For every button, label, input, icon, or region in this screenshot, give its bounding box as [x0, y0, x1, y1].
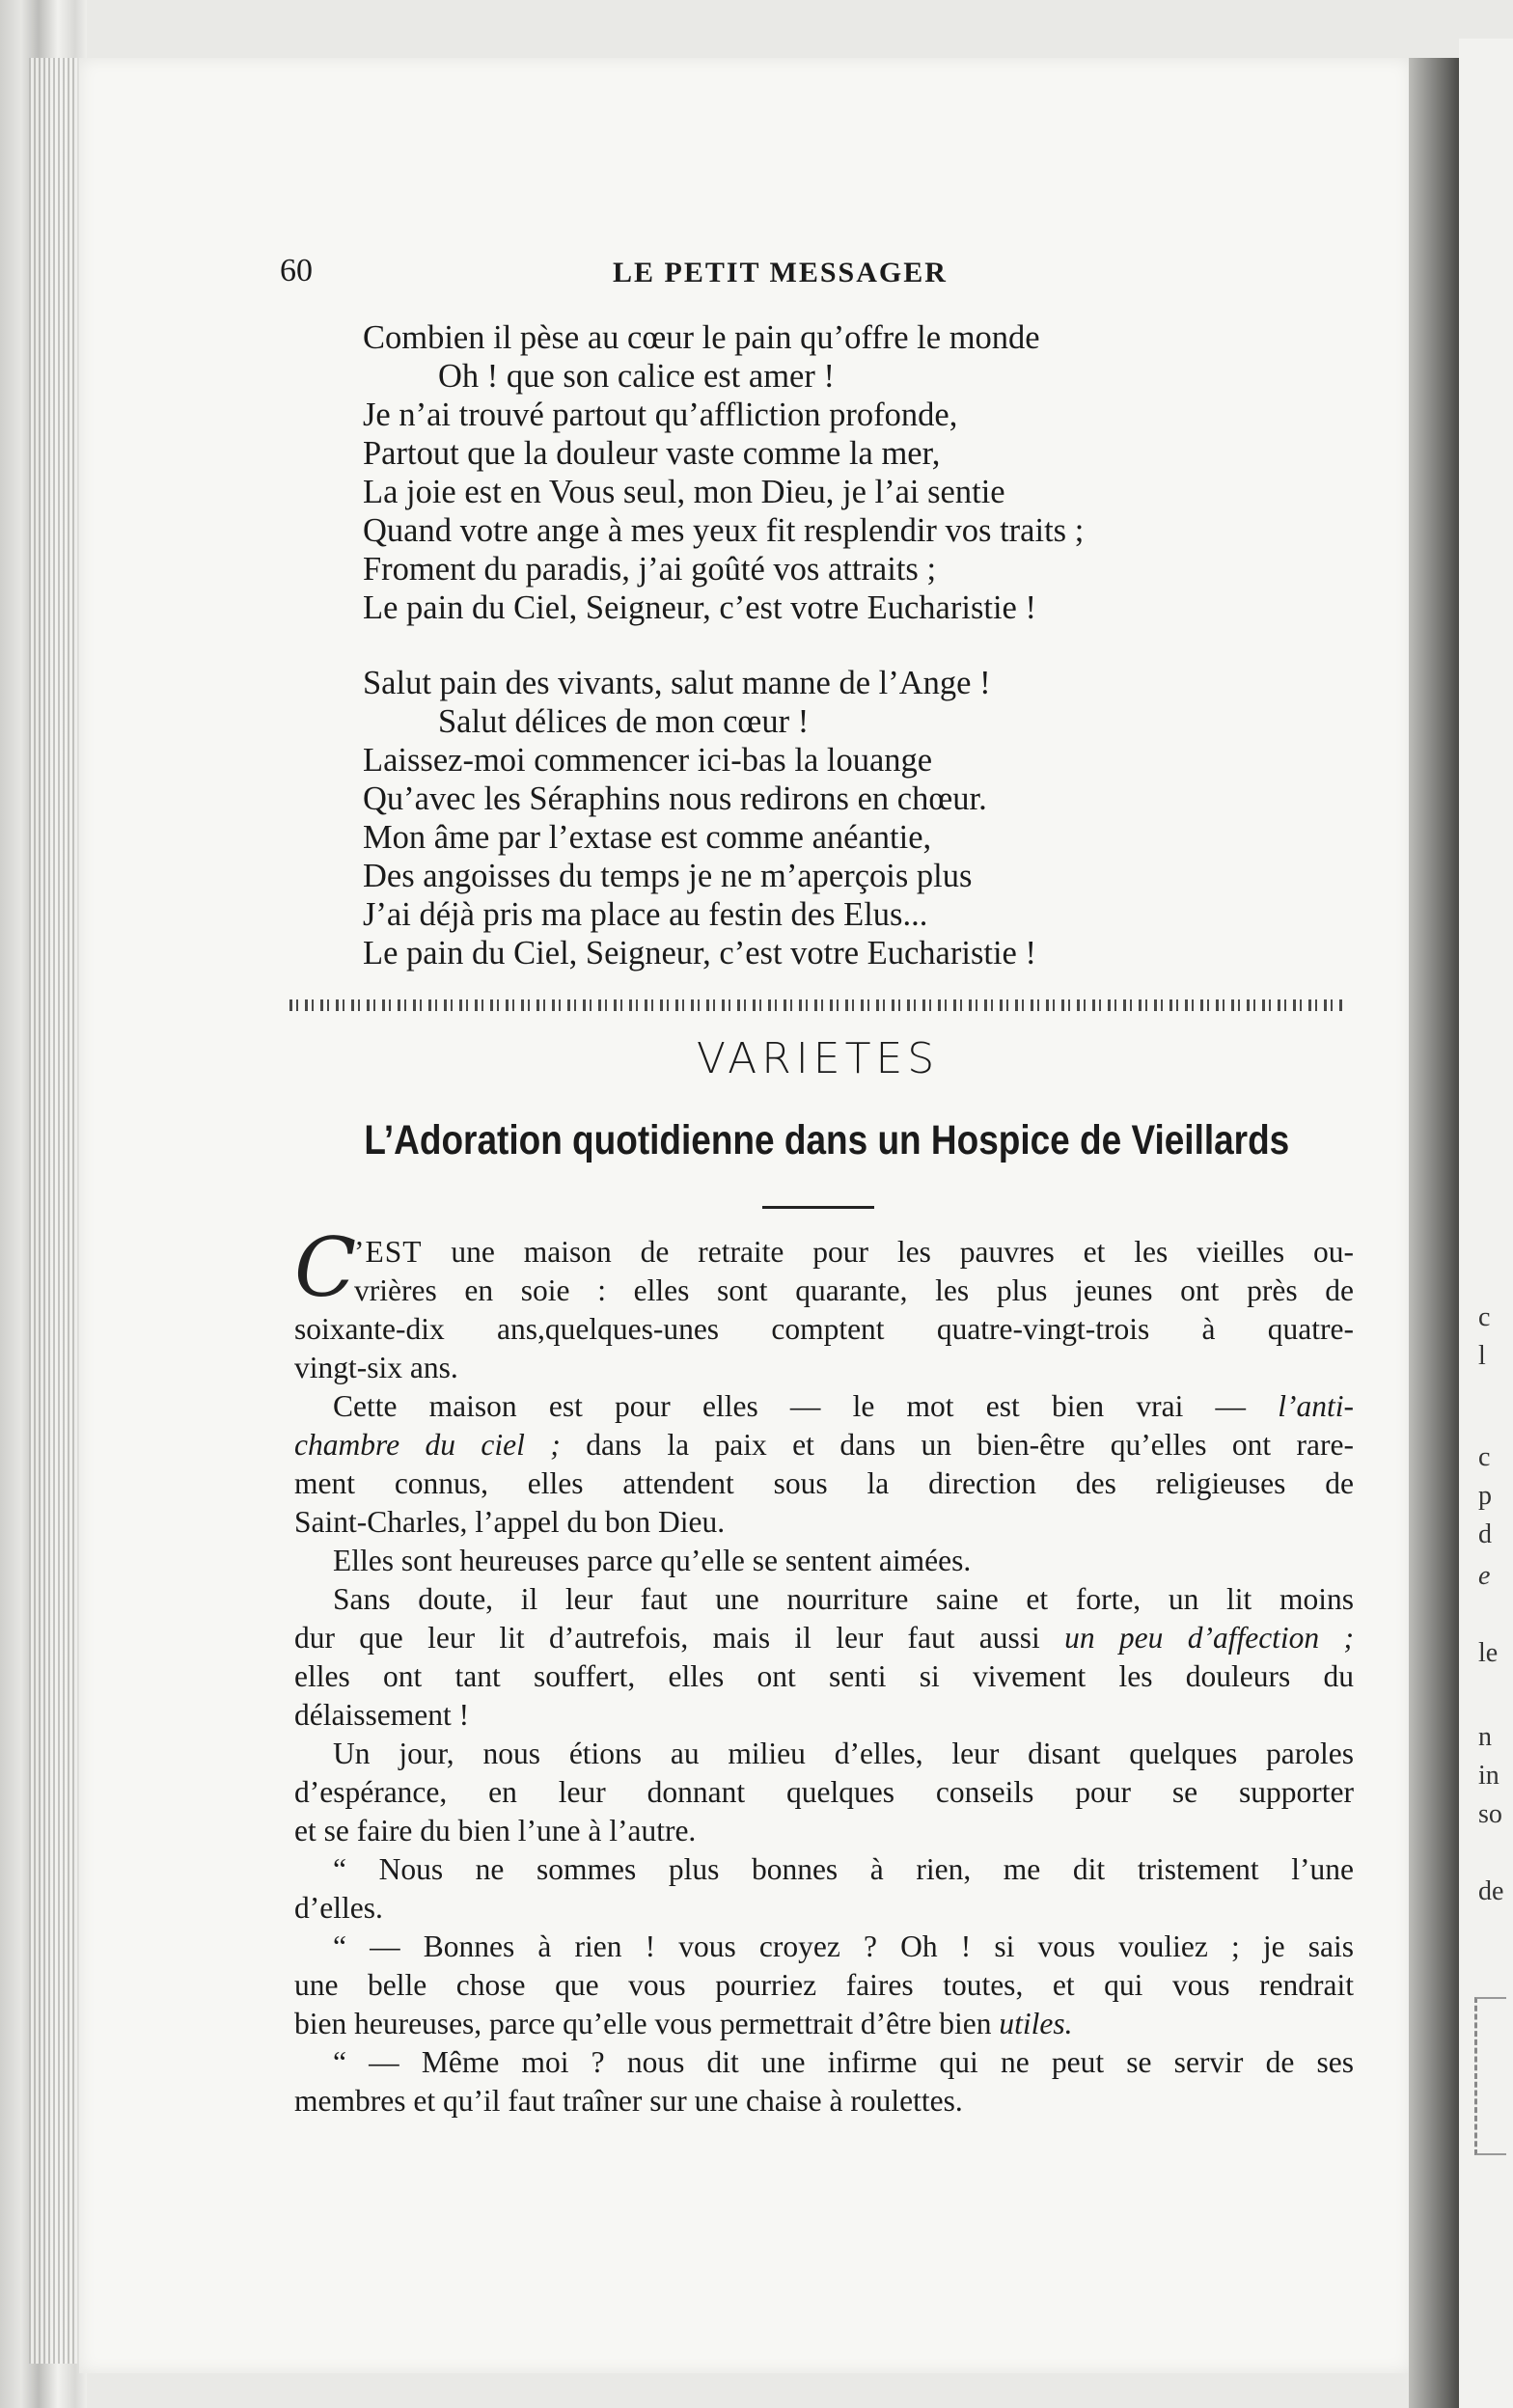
poem-line: Mon âme par l’extase est comme anéantie, [363, 819, 932, 856]
poem-line: Combien il pèse au cœur le pain qu’offre le monde [363, 319, 1040, 356]
text-line: “ — Bonnes à rien ! vous croyez ? Oh ! si vous vouliez ; je sais [333, 1929, 1354, 1963]
text-line [294, 1619, 1354, 1657]
next-page-fragment: in [1478, 1761, 1499, 1791]
next-page-ornament [1474, 1997, 1506, 2155]
text-line: une belle chose que vous pourriez faires toutes, et qui vous rendrait [294, 1968, 1354, 2002]
next-page-fragment: n [1478, 1722, 1492, 1752]
text-line: d’elles. [294, 1891, 383, 1925]
small-caps-word: ’EST [354, 1235, 423, 1269]
poem-line: Salut pain des vivants, salut manne de l’Ange ! [363, 665, 991, 701]
running-title: LE PETIT MESSAGER [613, 257, 948, 288]
text-line: soixante-dix ans,quelques-unes comptent quatre-vingt-trois à quatre- [294, 1312, 1354, 1346]
text-line: vingt-six ans. [294, 1351, 458, 1384]
text-line: Un jour, nous étions au milieu d’elles, leur disant quelques paroles [333, 1737, 1354, 1770]
poem-line: Qu’avec les Séraphins nous redirons en chœur. [363, 780, 987, 817]
text-line: délaissement ! [294, 1698, 470, 1732]
poem-line: Partout que la douleur vaste comme la mer, [363, 435, 941, 472]
text-line: membres et qu’il faut traîner sur une chaise à roulettes. [294, 2084, 963, 2118]
text-line: “ Nous ne sommes plus bonnes à rien, me dit tristement l’une [333, 1852, 1354, 1886]
text-line: Sans doute, il leur faut une nourriture saine et forte, un lit moins [333, 1582, 1354, 1616]
text-span: dur que leur lit d’autrefois, mais il leur faut aussi [294, 1621, 1065, 1655]
next-page-fragment: so [1478, 1799, 1502, 1829]
text-line: ment connus, elles attendent sous la direction des religieuses de [294, 1466, 1354, 1500]
next-page-fragment: p [1478, 1481, 1492, 1511]
text-line: Saint-Charles, l’appel du bon Dieu. [294, 1505, 726, 1539]
title-rule [762, 1206, 874, 1209]
italic-span: un peu d’affection ; [1064, 1621, 1354, 1655]
article-title: L’Adoration quotidienne dans un Hospice de Vieillards [364, 1117, 1290, 1163]
text-line: Elles sont heureuses parce qu’elle se sentent aimées. [333, 1544, 972, 1577]
next-page-fragment: le [1478, 1638, 1499, 1668]
poem-line: Je n’ai trouvé partout qu’affliction profonde, [363, 397, 958, 433]
italic-span: l’anti- [1278, 1389, 1354, 1423]
page-header [280, 253, 1361, 301]
next-page-edge [1459, 39, 1513, 2408]
text-line [294, 1426, 1354, 1464]
section-title: VARIETES [696, 1034, 940, 1083]
poem-line: Froment du paradis, j’ai goûté vos attraits ; [363, 551, 937, 588]
text-line [333, 1387, 1354, 1426]
gutter-shadow [1409, 58, 1459, 2408]
next-page-fragment: d [1478, 1519, 1492, 1549]
text-span: bien heureuses, parce qu’elle vous permettrait d’être bien [294, 2007, 1000, 2040]
italic-span: chambre du ciel ; [294, 1428, 561, 1462]
poem-line: Salut délices de mon cœur ! [438, 703, 810, 740]
text-line [294, 2005, 1354, 2043]
poem-line: Le pain du Ciel, Seigneur, c’est votre Eucharistie ! [363, 935, 1036, 971]
text-line [354, 1233, 1354, 1272]
text-line: d’espérance, en leur donnant quelques conseils pour se supporter [294, 1775, 1354, 1809]
poem-line: J’ai déjà pris ma place au festin des Elus... [363, 896, 928, 933]
next-page-fragment: e [1478, 1561, 1491, 1591]
text-line: elles ont tant souffert, elles ont senti si vivement les douleurs du [294, 1659, 1354, 1693]
drop-cap: C [294, 1220, 357, 1315]
next-page-fragment: c [1478, 1442, 1491, 1472]
text-span: une maison de retraite pour les pauvres et les vieilles ou- [422, 1235, 1354, 1269]
poem-line: Quand votre ange à mes yeux fit resplendir vos traits ; [363, 512, 1085, 549]
text-line: “ — Même moi ? nous dit une infirme qui ne peut se servir de ses [333, 2045, 1354, 2079]
poem-line: Laissez-moi commencer ici-bas la louange [363, 742, 933, 779]
page-number: 60 [280, 253, 313, 288]
next-page-fragment: de [1478, 1876, 1504, 1906]
italic-span: utiles. [999, 2007, 1073, 2040]
text-span: dans la paix et dans un bien-être qu’elles ont rare- [560, 1428, 1354, 1462]
poem-line: Le pain du Ciel, Seigneur, c’est votre Eucharistie ! [363, 589, 1036, 626]
next-page-fragment: c [1478, 1302, 1491, 1332]
text-line: et se faire du bien l’une à l’autre. [294, 1814, 697, 1847]
poem-line: Des angoisses du temps je ne m’aperçois plus [363, 858, 973, 894]
page-edges [29, 58, 77, 2364]
text-line: vrières en soie : elles sont quarante, les plus jeunes ont près de [354, 1273, 1354, 1307]
next-page-fragment: l [1478, 1341, 1486, 1371]
text-span: Cette maison est pour elles — le mot est bien vrai — [333, 1389, 1279, 1423]
poem-line: Oh ! que son calice est amer ! [438, 358, 835, 395]
poem-line: La joie est en Vous seul, mon Dieu, je l’ai sentie [363, 474, 1005, 510]
ornamental-divider [289, 999, 1346, 1011]
